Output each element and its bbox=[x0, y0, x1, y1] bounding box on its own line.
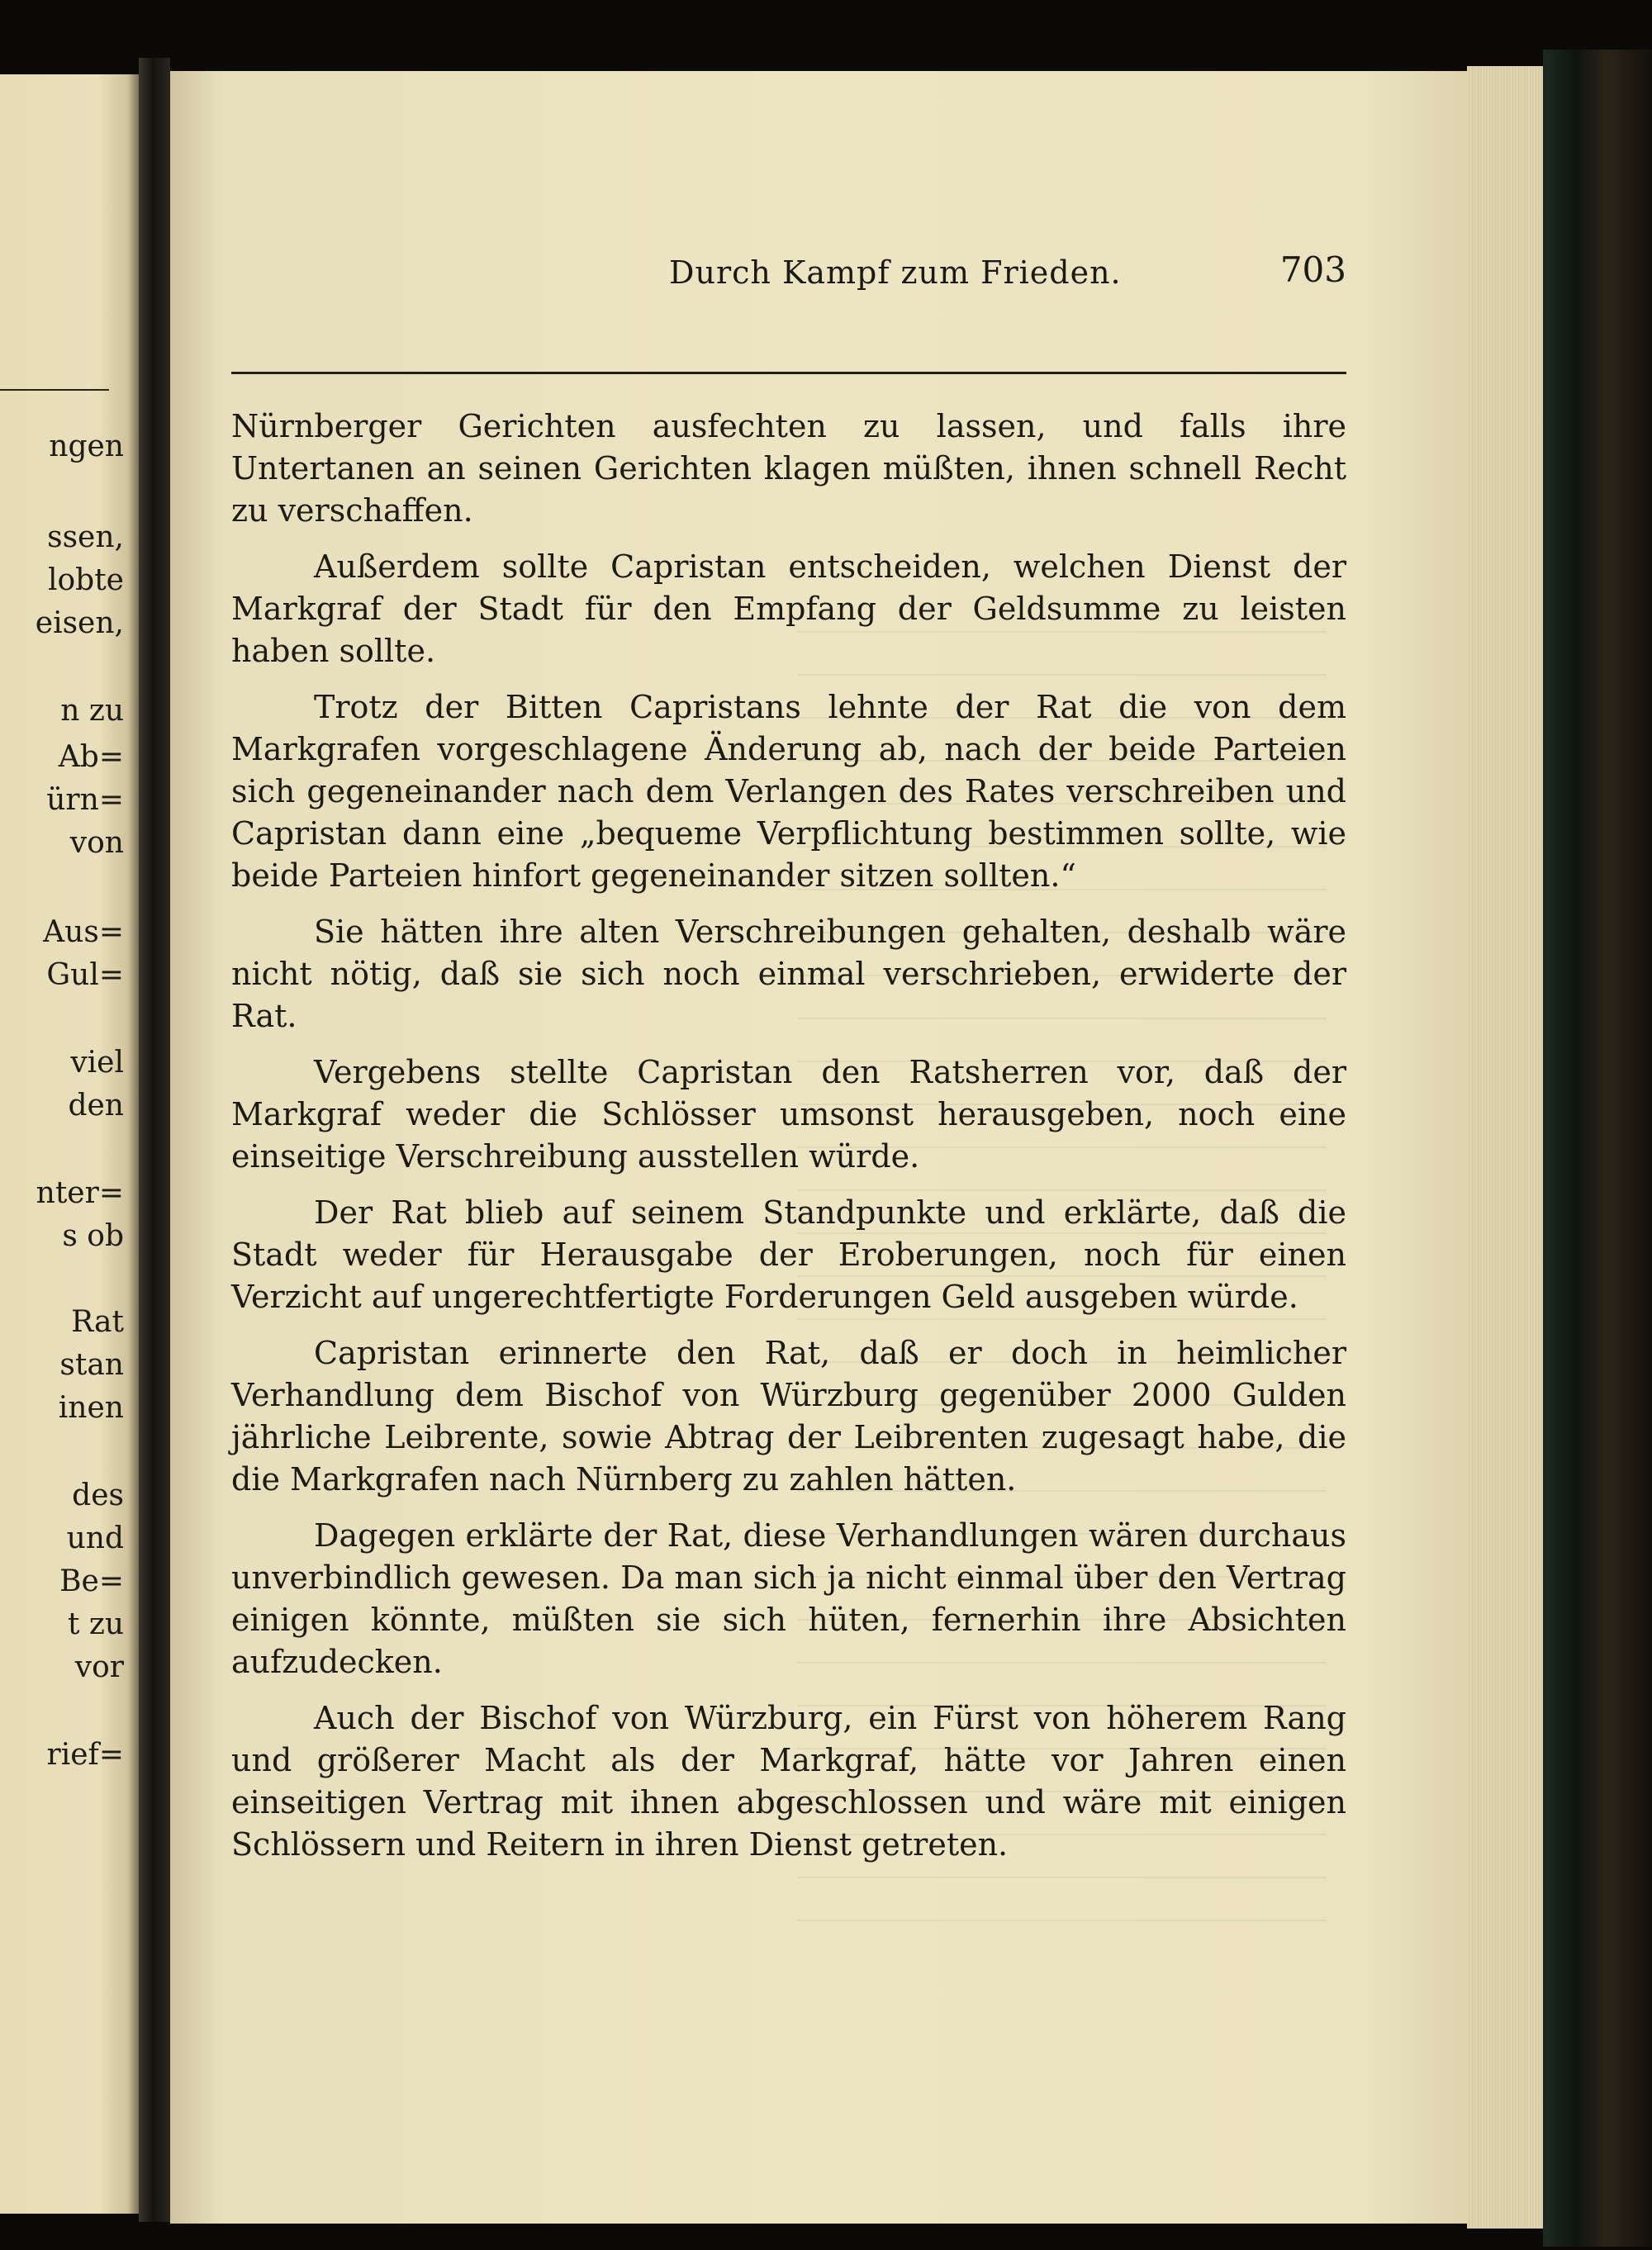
left-page-fragment: s ob bbox=[62, 1219, 124, 1253]
paragraph: Vergebens stellte Capristan den Ratsherren vor, daß der Markgraf weder die Schlösser umsonst herausgeben, noch eine einseitige Verschreibung ausstellen würde. bbox=[231, 1054, 1346, 1175]
paragraph: Auch der Bischof von Würzburg, ein Fürst von höherem Rang und größerer Macht als der Markgraf, hätte vor Jahren einen einseitigen Vertrag mit ihnen abgeschlossen und wäre mit einigen Schlössern und Reitern in ihren Dienst getreten. bbox=[231, 1700, 1346, 1863]
page-header bbox=[231, 246, 1346, 312]
left-page-fragment: Ab= bbox=[58, 740, 124, 774]
left-page-rule bbox=[0, 389, 109, 391]
left-page-fragment: stan bbox=[59, 1348, 124, 1382]
paragraph: Trotz der Bitten Capristans lehnte der Rat die von dem Markgrafen vorgeschlagene Änderung ab, nach der beide Parteien sich gegeneinander nach dem Verlangen des Rates verschreiben und Capristan dann eine „bequeme Verpflichtung bestimmen sollte, wie beide Parteien hinfort gegeneinander sitzen sollten.“ bbox=[231, 689, 1346, 894]
left-page-fragment: und bbox=[66, 1521, 124, 1555]
left-page-fragment: ssen, bbox=[47, 520, 124, 554]
left-page-fragment: lobte bbox=[47, 563, 124, 597]
left-page-fragment: viel bbox=[70, 1046, 124, 1080]
book-gutter bbox=[139, 58, 170, 2222]
left-page-fragment: ngen bbox=[49, 430, 124, 463]
left-page-fragment: inen bbox=[58, 1391, 124, 1425]
paragraph: Capristan erinnerte den Rat, daß er doch in heimlicher Verhandlung dem Bischof von Würzburg gegenüber 2000 Gulden jährliche Leibrente, sowie Abtrag der Leibrenten zugesagt habe, die die Markgrafen nach Nürnberg zu zahlen hätten. bbox=[231, 1335, 1346, 1498]
left-page-fragment: rief= bbox=[46, 1738, 124, 1772]
running-title: Durch Kampf zum Frieden. bbox=[669, 254, 1122, 291]
left-facing-page bbox=[0, 74, 139, 2214]
page-body bbox=[231, 406, 1346, 1880]
left-page-fragment: von bbox=[69, 826, 124, 860]
paragraph: Sie hätten ihre alten Verschreibungen gehalten, deshalb wäre nicht nötig, daß sie sich noch einmal verschrieben, erwiderte der Rat. bbox=[231, 914, 1346, 1034]
paragraph: Außerdem sollte Capristan entscheiden, welchen Dienst der Markgraf der Stadt für den Empfang der Geldsumme zu leisten haben sollte. bbox=[231, 548, 1346, 669]
page-edge-stack bbox=[1467, 66, 1543, 2229]
left-page-fragment: den bbox=[68, 1089, 124, 1123]
left-page-fragment: nter= bbox=[36, 1176, 124, 1210]
paragraph: Dagegen erklärte der Rat, diese Verhandlungen wären durchaus unverbindlich gewesen. Da man sich ja nicht einmal über den Vertrag einigen könnte, müßten sie sich hüten, fernerhin ihre Absichten aufzudecken. bbox=[231, 1517, 1346, 1680]
left-page-fragment: t zu bbox=[67, 1607, 124, 1641]
left-page-fragment: des bbox=[72, 1479, 124, 1512]
right-page bbox=[170, 71, 1467, 2224]
header-rule bbox=[231, 372, 1346, 374]
left-page-fragment: eisen, bbox=[35, 606, 124, 640]
left-page-fragment: vor bbox=[74, 1650, 124, 1684]
left-page-fragment: Rat bbox=[71, 1305, 124, 1339]
paragraph: Der Rat blieb auf seinem Standpunkte und erklärte, daß die Stadt weder für Herausgabe der Eroberungen, noch für einen Verzicht auf ungerechtfertigte Forderungen Geld ausgeben würde. bbox=[231, 1194, 1346, 1315]
paragraph: Nürnberger Gerichten ausfechten zu lassen, und falls ihre Untertanen an seinen Gerichten klagen müßten, ihnen schnell Recht zu verschaffen. bbox=[231, 408, 1346, 529]
left-page-fragment: n zu bbox=[60, 694, 124, 728]
book-cover bbox=[1543, 50, 1652, 2247]
left-page-fragment: ürn= bbox=[46, 783, 124, 817]
page-number: 703 bbox=[1279, 249, 1346, 290]
left-page-fragment: Be= bbox=[59, 1564, 124, 1598]
left-page-fragment: Aus= bbox=[43, 915, 124, 949]
left-page-fragment: Gul= bbox=[46, 958, 124, 992]
